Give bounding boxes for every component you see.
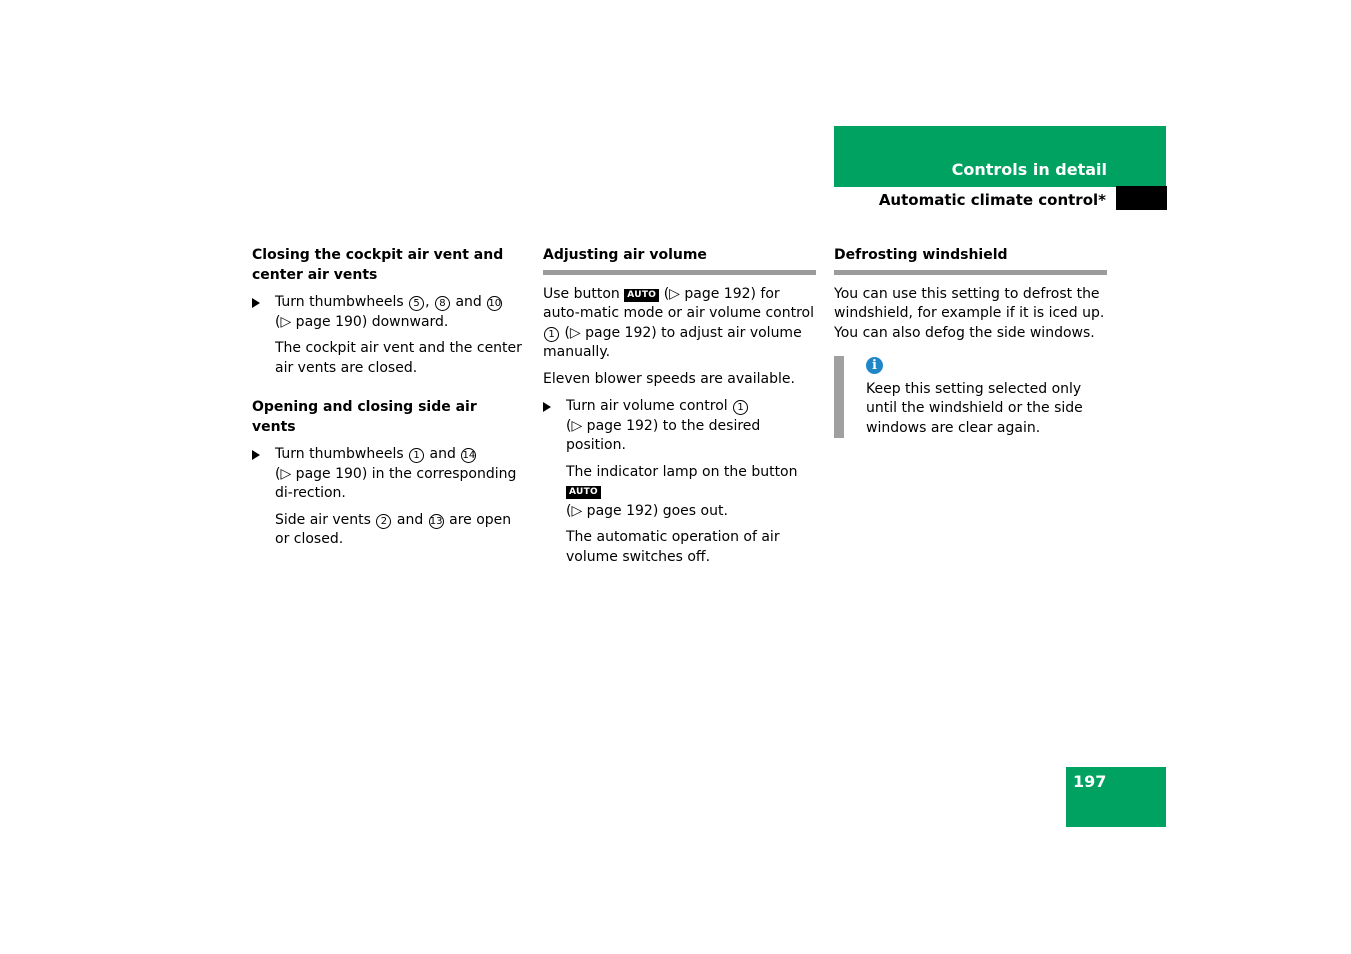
- paragraph-use-auto: Use button AUTO (▷ page 192) for auto-matic mode or air volume control 1 (▷ page 192) to adjust air volume manually.: [543, 285, 815, 360]
- step-bullet-icon: [543, 402, 551, 412]
- paragraph-defrost: You can use this setting to defrost the windshield, for example if it is iced up. You can also defog the side windows.: [834, 285, 1105, 341]
- step-bullet-icon: [252, 450, 260, 460]
- step-bullet-icon: [252, 298, 260, 308]
- chapter-tab-marker: [1116, 186, 1167, 210]
- callout-number: 13: [429, 515, 443, 527]
- heading-air-volume: Adjusting air volume: [543, 246, 816, 275]
- page-number: 197: [1073, 772, 1107, 791]
- callout-number: 8: [435, 296, 450, 311]
- auto-button-icon: AUTO: [624, 289, 659, 302]
- callout-number: 5: [409, 296, 424, 311]
- callout-number: 1: [409, 448, 424, 463]
- callout-number: 1: [733, 400, 748, 415]
- result-side-vents: Side air vents 2 and 13 are open or closed.: [275, 511, 512, 547]
- result-vents-closed: The cockpit air vent and the center air vents are closed.: [275, 340, 522, 376]
- subsection-title: Automatic climate control*: [878, 191, 1106, 209]
- heading-side-vents: Opening and closing side air vents: [252, 399, 477, 435]
- step-side-vents: Turn thumbwheels 1 and 14 (▷ page 190) in the corresponding di-rection.: [252, 445, 524, 504]
- heading-closing-vents: Closing the cockpit air vent and center air vents: [252, 247, 504, 283]
- callout-number: 10: [488, 298, 502, 309]
- callout-number: 14: [462, 450, 476, 461]
- step-turn-air-volume: Turn air volume control 1 (▷ page 192) to the desired position.: [543, 397, 816, 456]
- auto-button-icon: AUTO: [566, 486, 601, 499]
- callout-number: 1: [544, 327, 559, 342]
- callout-number: 2: [376, 514, 391, 529]
- column-left: [252, 246, 524, 550]
- section-title: Controls in detail: [951, 160, 1107, 179]
- result-indicator-lamp: The indicator lamp on the button AUTO (▷ page 192) goes out.: [566, 463, 798, 519]
- paragraph-blower-speeds: Eleven blower speeds are available.: [543, 370, 795, 387]
- column-middle: [543, 246, 816, 567]
- result-auto-off: The automatic operation of air volume switches off.: [566, 529, 780, 565]
- step-close-vents: Turn thumbwheels 5 , 8 and 10 (▷ page 190) downward.: [252, 293, 524, 332]
- info-icon: i: [866, 357, 883, 374]
- heading-defrosting: Defrosting windshield: [834, 246, 1107, 275]
- column-right: [834, 246, 1107, 438]
- info-note: [834, 356, 1107, 438]
- info-note-text: Keep this setting selected only until the windshield or the side windows are clear again.: [866, 380, 1083, 436]
